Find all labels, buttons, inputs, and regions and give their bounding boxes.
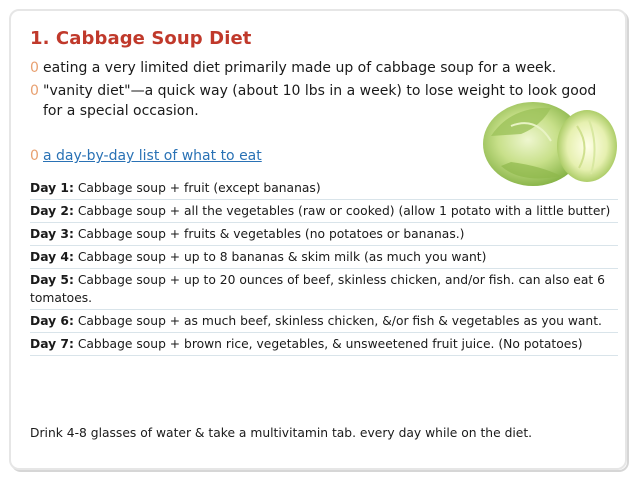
day-label: Day 7: <box>30 337 74 351</box>
bullet-text: eating a very limited diet primarily made up of cabbage soup for a week. <box>43 60 557 76</box>
bullet-text: "vanity diet"—a quick way (about 10 lbs in a week) to lose weight to look good <box>43 83 597 99</box>
bullet-marker: 0 <box>30 148 39 164</box>
day-row <box>30 177 618 200</box>
day-row <box>30 269 618 310</box>
day-label: Day 1: <box>30 181 74 195</box>
day-text: Cabbage soup + fruit (except bananas) <box>73 181 321 195</box>
slide-title: 1. Cabbage Soup Diet <box>30 28 252 49</box>
day-label: Day 6: <box>30 314 74 328</box>
day-text: Cabbage soup + all the vegetables (raw or cooked) (allow 1 potato with a little butter) <box>73 204 611 218</box>
day-text: Cabbage soup + brown rice, vegetables, & unsweetened fruit juice. (No potatoes) <box>73 337 583 351</box>
day-text: Cabbage soup + up to 8 bananas & skim milk (as much you want) <box>73 250 487 264</box>
day-list <box>30 177 618 356</box>
day-row <box>30 310 618 333</box>
day-text: Cabbage soup + fruits & vegetables (no potatoes or bananas.) <box>73 227 465 241</box>
bullet-marker: 0 <box>30 60 39 76</box>
bullet-item <box>30 58 633 78</box>
day-row <box>30 223 618 246</box>
day-row <box>30 333 618 356</box>
day-label: Day 2: <box>30 204 74 218</box>
bullet-marker: 0 <box>30 83 39 99</box>
day-row <box>30 200 618 223</box>
day-text: Cabbage soup + up to 20 ounces of beef, skinless chicken, and/or fish. can also eat 6 tomatoes. <box>30 273 605 305</box>
day-row <box>30 246 618 269</box>
drink-note: Drink 4-8 glasses of water & take a multivitamin tab. every day while on the diet. <box>30 426 533 440</box>
day-label: Day 5: <box>30 273 74 287</box>
bullet-text-continued: for a special occasion. <box>43 103 199 119</box>
day-label: Day 4: <box>30 250 74 264</box>
day-label: Day 3: <box>30 227 74 241</box>
day-list-link[interactable]: a day-by-day list of what to eat <box>43 148 262 164</box>
day-text: Cabbage soup + as much beef, skinless chicken, &/or fish & vegetables as you want. <box>73 314 602 328</box>
cabbage-image <box>481 96 619 188</box>
